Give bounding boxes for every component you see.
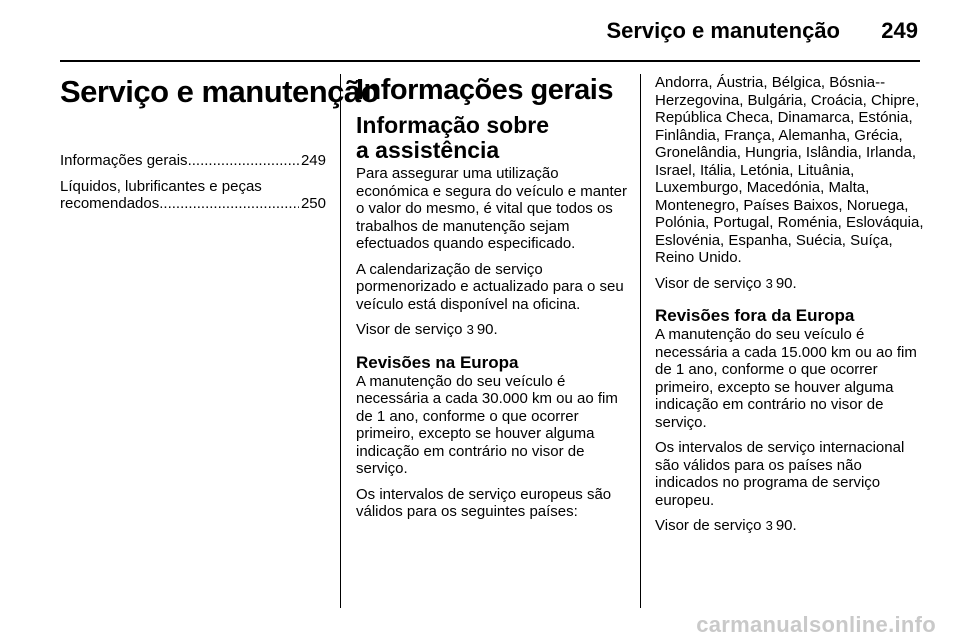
toc-leader-dots (188, 152, 299, 170)
toc-leader-dots (159, 195, 299, 213)
service-display-reference[interactable] (655, 275, 925, 293)
assistance-heading (356, 113, 628, 163)
page-reference-arrow-icon: 3 (765, 518, 773, 533)
assistance-heading-line2: a assistência (356, 137, 500, 163)
chapter-column (60, 74, 380, 221)
outside-europe-heading: Revisões fora da Europa (655, 306, 855, 325)
toc-label-line2: recomendados (60, 195, 160, 212)
service-display-reference[interactable] (655, 517, 925, 535)
page-reference-arrow-icon: 3 (765, 275, 773, 291)
assistance-paragraph-2: A calendarização de serviço pormenorizado e actualizado para o seu veículo está disponível na oficina. (356, 260, 624, 313)
running-header-title: Serviço e manutenção (606, 18, 840, 43)
content-column-1 (356, 74, 628, 529)
chapter-title: Serviço e manutenção (60, 74, 380, 109)
reference-page: 90. (775, 274, 797, 292)
country-list: Andorra, Áustria, Bélgica, Bósnia--Herzegovina, Bulgária, Croácia, Chipre, República Checa, Dinamarca, Estónia, Finlândia, França, Alemanha, Grécia, Gronelândia, Hungria, Islândia, Irlanda, Israel, Itália, Letónia, Lituânia, Luxemburgo, Macedónia, Malta, Montenegro, Países Baixos, Noruega, Polónia, Portugal, Roménia, Eslováquia, Eslovénia, Espanha, Suécia, Suíça, Reino Unido. (655, 74, 924, 266)
column-divider-1 (340, 74, 341, 608)
outside-europe-paragraph-2: Os intervalos de serviço internacional são válidos para os países não indicados no programa de serviço europeu. (655, 439, 905, 509)
toc-label: Informações gerais (60, 152, 188, 169)
reference-page: 90. (476, 321, 498, 338)
assistance-heading-line1: Informação sobre (356, 112, 549, 138)
header-divider (60, 60, 920, 62)
reference-text: Visor de serviço (655, 274, 762, 292)
page-number: 249 (881, 18, 918, 43)
toc-page: 249 (300, 152, 326, 169)
watermark: carmanualsonline.info (696, 612, 936, 637)
reference-text: Visor de serviço (655, 517, 762, 534)
column-divider-2 (640, 74, 641, 608)
europe-heading: Revisões na Europa (356, 352, 519, 372)
toc-label-line1: Líquidos, lubrificantes e peças (60, 177, 262, 195)
toc-entry-fluids[interactable] (60, 178, 326, 213)
outside-europe-paragraph-1: A manutenção do seu veículo é necessária a cada 15.000 km ou ao fim de 1 ano, conforme o que ocorrer primeiro, excepto se houver alguma indicação em contrário no visor de serviço. (655, 326, 917, 431)
service-display-reference[interactable] (356, 321, 628, 339)
reference-page: 90. (775, 517, 797, 534)
reference-text: Visor de serviço (356, 321, 463, 338)
section-title: Informações gerais (356, 74, 613, 106)
europe-paragraph-2: Os intervalos de serviço europeus são válidos para os seguintes países: (356, 485, 612, 520)
content-column-2 (655, 74, 925, 543)
assistance-paragraph-1: Para assegurar uma utilização económica e segura do veículo e manter o valor do mesmo, é vital que todos os trabalhos de manutenção sejam efectuados quando especificado. (356, 165, 627, 252)
page-reference-arrow-icon: 3 (466, 322, 474, 337)
toc-entry-general-info[interactable] (60, 152, 326, 170)
toc-page: 250 (300, 195, 326, 212)
europe-paragraph-1: A manutenção do seu veículo é necessária a cada 30.000 km ou ao fim de 1 ano, conforme o que ocorrer primeiro, excepto se houver alguma indicação em contrário no visor de serviço. (356, 372, 618, 477)
